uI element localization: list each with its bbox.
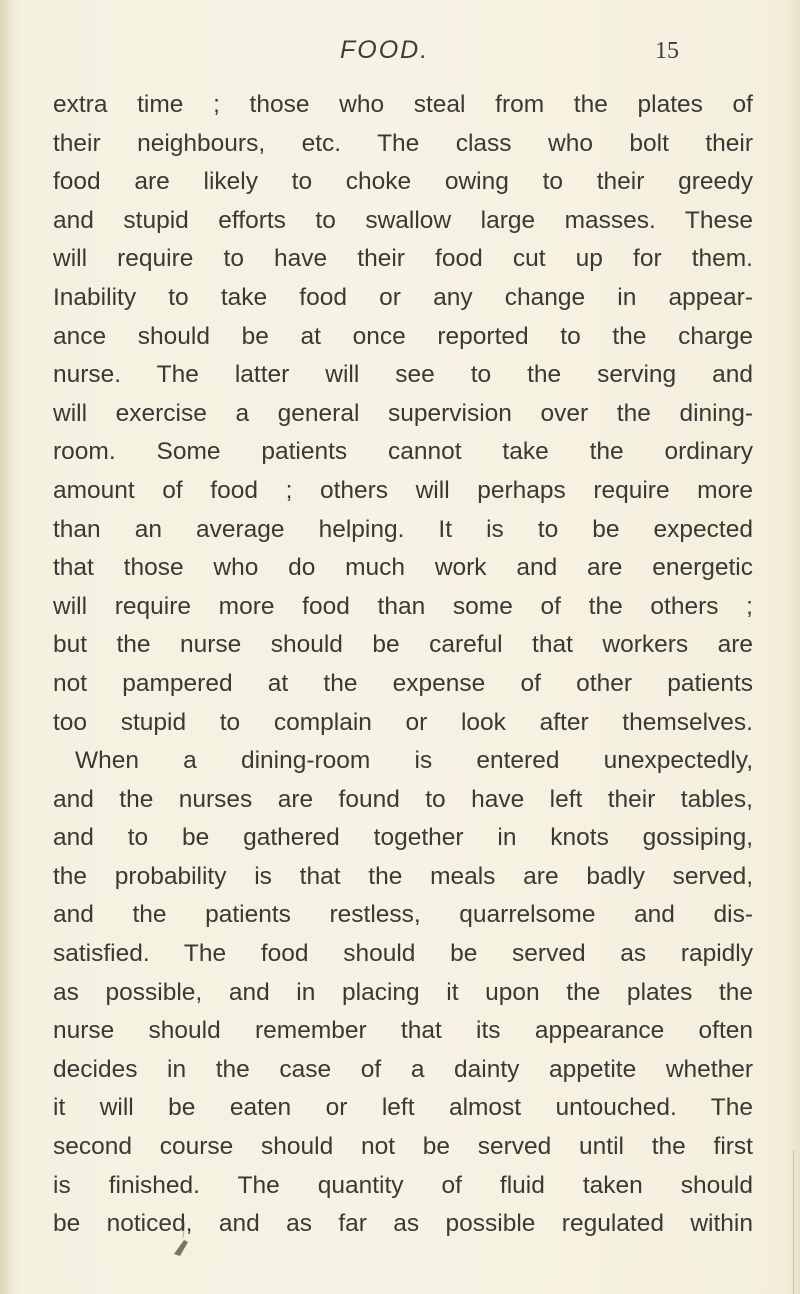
page-number: 15: [655, 38, 679, 64]
text-line: and the patients restless, quarrelsome and dis-: [53, 901, 753, 929]
running-head-title: FOOD.: [340, 36, 430, 64]
text-line: but the nurse should be careful that workers are: [53, 631, 753, 659]
text-line: extra time ; those who steal from the plates of: [53, 91, 753, 118]
text-line: will require more food than some of the others ;: [53, 592, 753, 620]
text-line: ance should be at once reported to the charge: [53, 322, 753, 350]
text-line: food are likely to choke owing to their greedy: [53, 168, 753, 196]
running-head: [0, 36, 800, 76]
text-line: be noticed, and as far as possible regulated within: [53, 1210, 753, 1238]
text-line: too stupid to complain or look after themselves.: [53, 708, 753, 736]
page-edge-line: [793, 1150, 794, 1294]
text-line: as possible, and in placing it upon the plates the: [53, 978, 753, 1006]
text-line: room. Some patients cannot take the ordinary: [53, 438, 753, 466]
text-line: their neighbours, etc. The class who bolt their: [53, 129, 753, 157]
text-line: decides in the case of a dainty appetite whether: [53, 1055, 753, 1083]
text-line: will require to have their food cut up for them.: [53, 245, 753, 273]
body-text: [53, 86, 753, 1244]
text-line: the probability is that the meals are badly served,: [53, 862, 753, 890]
text-line: not pampered at the expense of other patients: [53, 669, 753, 697]
text-line: is finished. The quantity of fluid taken should: [53, 1171, 753, 1199]
text-line: nurse. The latter will see to the serving and: [53, 361, 753, 389]
text-line: than an average helping. It is to be expected: [53, 515, 753, 543]
text-line: nurse should remember that its appearance often: [53, 1017, 753, 1045]
text-line: Inability to take food or any change in appear-: [53, 283, 753, 311]
text-line: second course should not be served until the first: [53, 1133, 753, 1161]
text-line: and stupid efforts to swallow large masses. These: [53, 206, 753, 234]
text-line: and the nurses are found to have left their tables,: [53, 785, 753, 813]
text-line: and to be gathered together in knots gossiping,: [53, 824, 753, 852]
gutter-shadow: [0, 0, 14, 1294]
text-line: When a dining-room is entered unexpectedly,: [75, 747, 753, 775]
text-line: amount of food ; others will perhaps require more: [53, 476, 753, 504]
text-line: that those who do much work and are energetic: [53, 554, 753, 582]
text-line: will exercise a general supervision over the dining-: [53, 399, 753, 427]
text-line: it will be eaten or left almost untouched. The: [53, 1094, 753, 1122]
ink-mark-icon: [170, 1218, 192, 1258]
text-line: satisfied. The food should be served as rapidly: [53, 940, 753, 968]
